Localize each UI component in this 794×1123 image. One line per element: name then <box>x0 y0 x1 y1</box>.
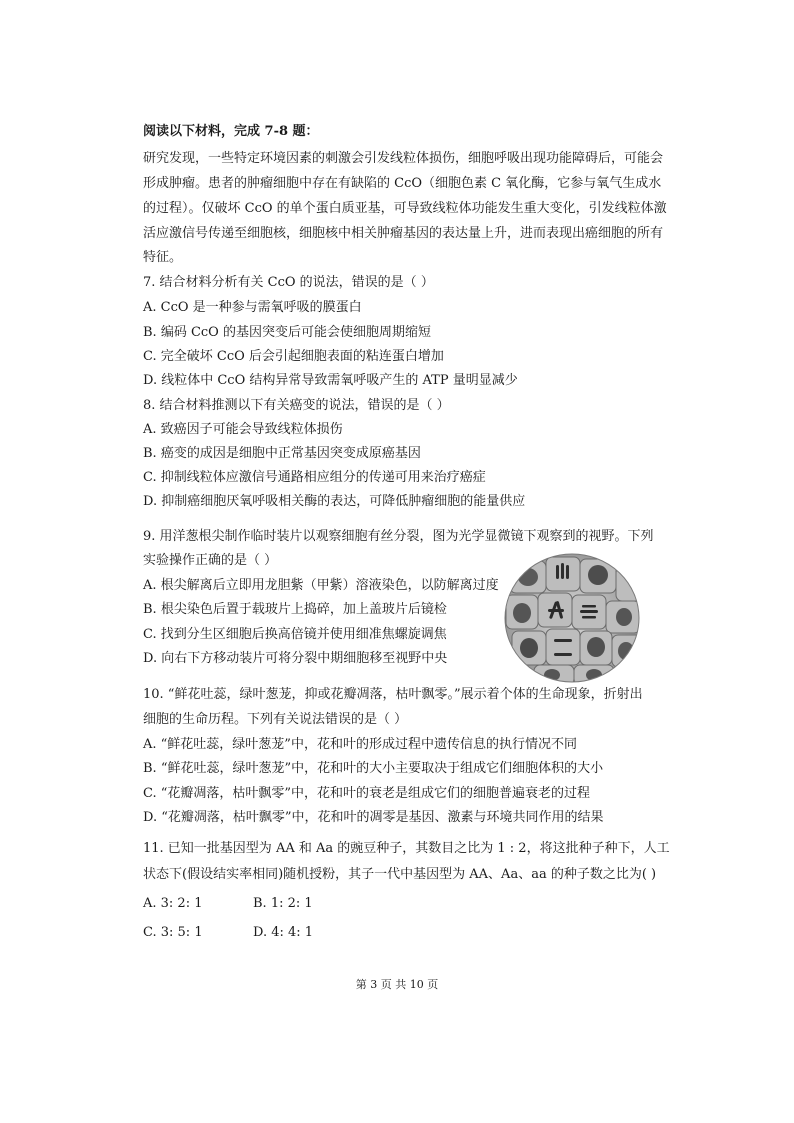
material-line: 研究发现，一些特定环境因素的刺激会引发线粒体损伤，细胞呼吸出现功能障碍后，可能会 <box>143 151 664 166</box>
question-9-stem: 9. 用洋葱根尖制作临时装片以观察细胞有丝分裂，图为光学显微镜下观察到的视野。下列 <box>143 529 654 544</box>
question-7-option-c: C. 完全破坏 CcO 后会引起细胞表面的粘连蛋白增加 <box>143 349 444 364</box>
question-10-option-b: B. “鲜花吐蕊，绿叶葱茏”中，花和叶的大小主要取决于组成它们细胞体积的大小 <box>143 761 604 776</box>
question-11-option-b: B. 1: 2: 1 <box>253 896 313 911</box>
question-7-option-a: A. CcO 是一种参与需氧呼吸的膜蛋白 <box>143 300 362 315</box>
section-header: 阅读以下材料，完成 7-8 题： <box>143 124 319 139</box>
question-9-option-b: B. 根尖染色后置于载玻片上捣碎，加上盖玻片后镜检 <box>143 602 447 617</box>
material-line: 活应激信号传递至细胞核，细胞核中相关肿瘤基因的表达量上升，进而表现出癌细胞的所有 <box>143 226 664 241</box>
question-10-stem: 细胞的生命历程。下列有关说法错误的是（ ） <box>143 712 408 727</box>
question-8-stem: 8. 结合材料推测以下有关癌变的说法，错误的是（ ） <box>143 398 450 413</box>
question-7-stem: 7. 结合材料分析有关 CcO 的说法，错误的是（ ） <box>143 275 434 290</box>
question-8-option-b: B. 癌变的成因是细胞中正常基因突变成原癌基因 <box>143 446 421 461</box>
question-9-stem: 实验操作正确的是（ ） <box>143 553 278 568</box>
question-11-option-c: C. 3: 5: 1 <box>143 925 203 940</box>
question-11-option-d: D. 4: 4: 1 <box>253 925 314 940</box>
question-7-option-b: B. 编码 CcO 的基因突变后可能会使细胞周期缩短 <box>143 325 431 340</box>
question-8-option-c: C. 抑制线粒体应激信号通路相应组分的传递可用来治疗癌症 <box>143 470 486 485</box>
question-9-option-c: C. 找到分生区细胞后换高倍镜并使用细准焦螺旋调焦 <box>143 627 447 642</box>
material-line: 特征。 <box>143 250 183 265</box>
question-11-stem: 11. 已知一批基因型为 AA 和 Aa 的豌豆种子，其数目之比为 1 : 2，将这批种子种下，人工 <box>143 841 670 856</box>
question-10-option-a: A. “鲜花吐蕊，绿叶葱茏”中，花和叶的形成过程中遗传信息的执行情况不同 <box>143 737 577 752</box>
question-9-option-a: A. 根尖解离后立即用龙胆紫（甲紫）溶液染色，以防解离过度 <box>143 578 499 593</box>
question-10-stem: 10. “鲜花吐蕊，绿叶葱茏，抑或花瓣凋落，枯叶飘零。”展示着个体的生命现象，折射出 <box>143 687 643 702</box>
question-7-option-d: D. 线粒体中 CcO 结构异常导致需氧呼吸产生的 ATP 量明显减少 <box>143 373 518 388</box>
micrograph-icon <box>504 553 640 683</box>
question-8-option-d: D. 抑制癌细胞厌氧呼吸相关酶的表达，可降低肿瘤细胞的能量供应 <box>143 494 526 509</box>
question-9-option-d: D. 向右下方移动装片可将分裂中期细胞移至视野中央 <box>143 651 448 666</box>
material-line: 的过程）。仅破坏 CcO 的单个蛋白质亚基，可导致线粒体功能发生重大变化，引发线粒体激 <box>143 201 667 216</box>
question-8-option-a: A. 致癌因子可能会导致线粒体损伤 <box>143 422 343 437</box>
question-10-option-d: D. “花瓣凋落，枯叶飘零”中，花和叶的凋零是基因、激素与环境共同作用的结果 <box>143 810 604 825</box>
page-footer: 第 3 页 共 10 页 <box>355 978 439 991</box>
material-line: 形成肿瘤。患者的肿瘤细胞中存在有缺陷的 CcO（细胞色素 C 氧化酶，它参与氧气生成水 <box>143 176 662 191</box>
question-11-stem: 状态下(假设结实率相同)随机授粉，其子一代中基因型为 AA、Aa、aa 的种子数之比为( ) <box>143 867 657 882</box>
question-11-option-a: A. 3: 2: 1 <box>143 896 203 911</box>
question-10-option-c: C. “花瓣凋落，枯叶飘零”中，花和叶的衰老是组成它们的细胞普遍衰老的过程 <box>143 786 591 801</box>
